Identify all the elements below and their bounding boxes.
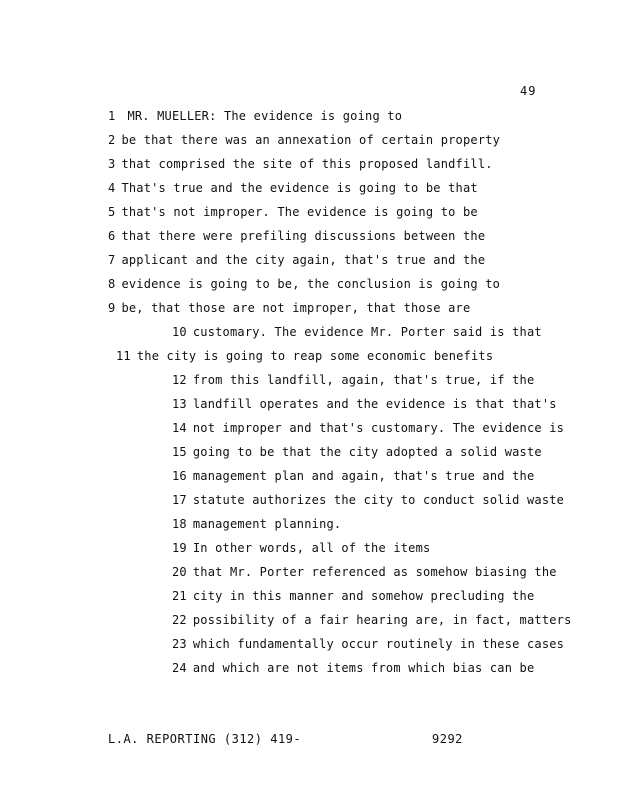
line-number: 12 [172,373,187,387]
transcript-line [0,228,618,252]
page-number: 49 [520,84,537,98]
line-text: that's not improper. The evidence is going to be [121,205,478,219]
line-text: customary. The evidence Mr. Porter said is that [192,325,542,339]
line-text: and which are not items from which bias can be [192,661,535,675]
line-number: 3 [108,157,116,171]
transcript-line [0,132,618,156]
line-number: 17 [172,493,187,507]
line-text: evidence is going to be, the conclusion is going to [121,277,501,291]
transcript-line [0,660,618,684]
transcript-line [0,156,618,180]
transcript-line [0,636,618,660]
line-text: that comprised the site of this proposed landfill. [121,157,493,171]
transcript-line [0,180,618,204]
line-text: MR. MUELLER: The evidence is going to [127,109,403,123]
line-text: going to be that the city adopted a solid waste [192,445,542,459]
line-number: 22 [172,613,187,627]
transcript-line [0,492,618,516]
line-text: management plan and again, that's true and the [192,469,535,483]
line-number: 6 [108,229,116,243]
transcript-line [0,300,618,324]
transcript-line [0,252,618,276]
line-number: 18 [172,517,187,531]
line-number: 7 [108,253,116,267]
transcript-line [0,348,618,372]
line-number: 2 [108,133,116,147]
transcript-line [0,276,618,300]
line-number: 5 [108,205,116,219]
line-number: 15 [172,445,187,459]
transcript-line [0,564,618,588]
line-text: city in this manner and somehow precluding the [192,589,535,603]
line-text: applicant and the city again, that's true and the [121,253,486,267]
line-number: 24 [172,661,187,675]
line-text: In other words, all of the items [192,541,431,555]
transcript-line [0,540,618,564]
transcript-line [0,420,618,444]
line-number: 13 [172,397,187,411]
line-text: statute authorizes the city to conduct solid waste [192,493,565,507]
line-number: 14 [172,421,187,435]
line-number: 9 [108,301,116,315]
line-number: 1 [108,109,116,123]
line-text: which fundamentally occur routinely in these cases [192,637,565,651]
line-number: 4 [108,181,116,195]
line-text: from this landfill, again, that's true, if the [192,373,535,387]
transcript-line [0,396,618,420]
line-text: landfill operates and the evidence is that that's [192,397,557,411]
line-number: 8 [108,277,116,291]
transcript-lines [0,108,618,684]
line-number: 21 [172,589,187,603]
line-text: be, that those are not improper, that those are [121,301,471,315]
phone-suffix: 9292 [432,732,463,746]
transcript-line [0,108,618,132]
transcript-line [0,516,618,540]
line-text: be that there was an annexation of certain property [121,133,501,147]
line-text: the city is going to reap some economic benefits [136,349,494,363]
transcript-line [0,444,618,468]
line-number: 20 [172,565,187,579]
transcript-line [0,588,618,612]
transcript-line [0,324,618,348]
reporter-name: L.A. REPORTING (312) 419- [108,732,302,746]
line-text: that there were prefiling discussions between the [121,229,486,243]
line-number: 23 [172,637,187,651]
transcript-line [0,372,618,396]
transcript-line [0,468,618,492]
transcript-line [0,612,618,636]
line-number: 16 [172,469,187,483]
line-text: That's true and the evidence is going to be that [121,181,478,195]
line-number: 11 [116,349,131,363]
line-number: 19 [172,541,187,555]
line-text: management planning. [192,517,342,531]
footer [108,732,468,746]
line-number: 10 [172,325,187,339]
line-text: possibility of a fair hearing are, in fact, matters [192,613,572,627]
line-text: not improper and that's customary. The evidence is [192,421,565,435]
line-text: that Mr. Porter referenced as somehow biasing the [192,565,557,579]
transcript-line [0,204,618,228]
